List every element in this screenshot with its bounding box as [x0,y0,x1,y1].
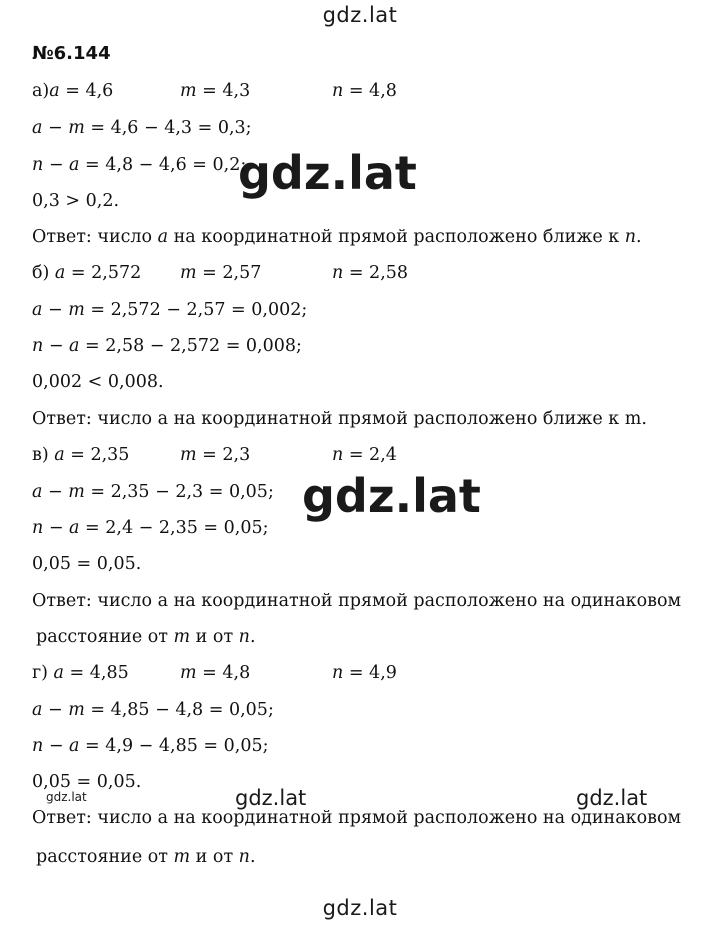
part-a-line1: 𝑎 − 𝑚 = 4,6 − 4,3 = 0,3; [32,118,252,138]
given-m: 𝑚 = 4,8 [180,663,251,683]
given-a: в) 𝑎 = 2,35 [32,445,130,465]
part-g-answer: Ответ: число а на координатной прямой расположено на одинаковом [32,808,682,828]
part-b-given [32,261,692,285]
part-b-answer: Ответ: число а на координатной прямой расположено ближе к m. [32,409,647,429]
watermark-small: gdz.lat [46,790,87,804]
part-a-line2: 𝑛 − 𝑎 = 4,8 − 4,6 = 0,2; [32,155,247,175]
part-g-given [32,661,692,685]
given-m: 𝑚 = 2,57 [180,263,262,283]
watermark-bottom: gdz.lat [322,896,398,920]
part-a-line3: 0,3 > 0,2. [32,191,120,211]
watermark-lower-right: gdz.lat [576,786,648,810]
part-v-answer: Ответ: число а на координатной прямой расположено на одинаковом [32,591,682,611]
watermark-top: gdz.lat [322,3,398,27]
part-a-given [32,79,692,103]
part-b-line2: 𝑛 − 𝑎 = 2,58 − 2,572 = 0,008; [32,336,302,356]
part-a-answer: Ответ: число 𝑎 на координатной прямой расположено ближе к 𝑛. [32,227,642,247]
given-n: 𝑛 = 4,9 [332,663,397,683]
part-g-line1: 𝑎 − 𝑚 = 4,85 − 4,8 = 0,05; [32,700,274,720]
problem-number: №6.144 [32,43,111,64]
watermark-large-upper: gdz.lat [238,146,417,200]
given-a: а)𝑎 = 4,6 [32,81,114,101]
watermark-lower-center: gdz.lat [235,786,307,810]
part-v-given [32,443,692,467]
given-n: 𝑛 = 2,4 [332,445,397,465]
part-v-line2: 𝑛 − 𝑎 = 2,4 − 2,35 = 0,05; [32,518,269,538]
part-v-line3: 0,05 = 0,05. [32,554,142,574]
part-g-line2: 𝑛 − 𝑎 = 4,9 − 4,85 = 0,05; [32,736,269,756]
given-n: 𝑛 = 4,8 [332,81,397,101]
given-n: 𝑛 = 2,58 [332,263,409,283]
part-g-answer-continuation: расстояние от 𝑚 и от 𝑛. [36,847,256,867]
part-v-answer-continuation: расстояние от 𝑚 и от 𝑛. [36,627,256,647]
part-g-line3: 0,05 = 0,05. [32,772,142,792]
given-a: б) 𝑎 = 2,572 [32,263,142,283]
watermark-large-middle: gdz.lat [302,469,481,523]
given-a: г) 𝑎 = 4,85 [32,663,129,683]
part-v-line1: 𝑎 − 𝑚 = 2,35 − 2,3 = 0,05; [32,482,274,502]
given-m: 𝑚 = 2,3 [180,445,251,465]
part-b-line3: 0,002 < 0,008. [32,372,164,392]
part-b-line1: 𝑎 − 𝑚 = 2,572 − 2,57 = 0,002; [32,300,308,320]
given-m: 𝑚 = 4,3 [180,81,251,101]
